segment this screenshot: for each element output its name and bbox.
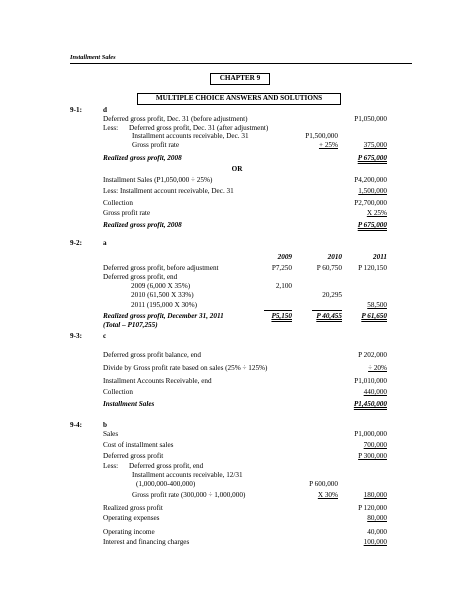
line-label: Sales bbox=[103, 430, 119, 438]
year-header: 2011 bbox=[373, 253, 387, 261]
line-label: Deferred gross profit, before adjustment bbox=[103, 264, 219, 272]
section-title: MULTIPLE CHOICE ANSWERS AND SOLUTIONS bbox=[155, 94, 323, 102]
line-value: 100,000 bbox=[363, 538, 387, 546]
line-value: 700,000 bbox=[363, 441, 387, 449]
year-header: 2009 bbox=[277, 253, 292, 261]
total-value: P 675,000 bbox=[357, 221, 387, 229]
line-label: Less: bbox=[103, 462, 119, 470]
total-label: Realized gross profit, 2008 bbox=[103, 221, 182, 229]
total-label: Installment Sales bbox=[103, 400, 155, 408]
line-label: Divide by Gross profit rate based on sales (25% ÷ 125%) bbox=[103, 364, 268, 372]
line-label: Deferred gross profit, end bbox=[103, 273, 178, 281]
total-value: P5,150 bbox=[271, 312, 292, 320]
answer-letter: b bbox=[103, 421, 107, 429]
line-label: Gross profit rate bbox=[132, 141, 180, 149]
problem-number: 9-3: bbox=[70, 332, 82, 340]
line-label: Installment accounts receivable, 12/31 bbox=[132, 471, 243, 479]
running-header: Installment Sales bbox=[70, 54, 116, 61]
line-label: Operating income bbox=[103, 528, 155, 536]
chapter-title: CHAPTER 9 bbox=[219, 74, 261, 82]
line-value: P 600,000 bbox=[309, 480, 338, 488]
total-label: Realized gross profit, December 31, 2011 bbox=[103, 312, 224, 320]
line-value: P 202,000 bbox=[358, 351, 387, 359]
line-value: 1,500,000 bbox=[358, 187, 387, 195]
line-label: Collection bbox=[103, 199, 133, 207]
line-label: Deferred gross profit, end bbox=[129, 462, 204, 470]
column-underline bbox=[312, 310, 342, 311]
line-value: ÷ 20% bbox=[368, 364, 387, 372]
problem-number: 9-2: bbox=[70, 239, 82, 247]
line-value: 180,000 bbox=[363, 491, 387, 499]
line-value: P 300,000 bbox=[358, 452, 387, 460]
line-value: 440,000 bbox=[363, 388, 387, 396]
line-value: 20,295 bbox=[322, 291, 342, 299]
total-note: (Total – P107,255) bbox=[103, 321, 158, 329]
problem-number: 9-4: bbox=[70, 421, 82, 429]
line-value: P 120,150 bbox=[358, 264, 387, 272]
line-value: 58,500 bbox=[367, 301, 387, 309]
problem-number: 9-1: bbox=[70, 106, 82, 114]
line-value: P1,050,000 bbox=[354, 115, 387, 123]
line-value: P 60,750 bbox=[316, 264, 342, 272]
line-value: P2,700,000 bbox=[354, 199, 387, 207]
total-value: P 61,650 bbox=[361, 312, 387, 320]
line-label: Cost of installment sales bbox=[103, 441, 174, 449]
line-label: Deferred gross profit, Dec. 31 (after adjustment) bbox=[129, 124, 269, 132]
line-value: X 25% bbox=[366, 209, 387, 217]
line-value: 80,000 bbox=[367, 514, 387, 522]
line-value: P1,000,000 bbox=[354, 430, 387, 438]
column-underline bbox=[264, 310, 292, 311]
total-value: P1,450,000 bbox=[353, 400, 387, 408]
or-separator: OR bbox=[231, 165, 243, 173]
line-value: P7,250 bbox=[271, 264, 292, 272]
line-label: 2009 (6,000 X 35%) bbox=[131, 282, 191, 290]
line-label: Interest and financing charges bbox=[103, 538, 190, 546]
total-label: Realized gross profit, 2008 bbox=[103, 154, 182, 162]
line-label: Less: Installment account receivable, Dec. 31 bbox=[103, 187, 234, 195]
line-value: P1,500,000 bbox=[305, 132, 338, 140]
line-value: 2,100 bbox=[275, 282, 292, 290]
line-label: Operating expenses bbox=[103, 514, 160, 522]
line-value: 375,000 bbox=[363, 141, 387, 149]
line-value: P4,200,000 bbox=[354, 176, 387, 184]
answer-letter: c bbox=[103, 332, 107, 340]
total-value: P 40,455 bbox=[316, 312, 342, 320]
line-label: Installment Sales (P1,050,000 ÷ 25%) bbox=[103, 176, 213, 184]
line-label: Installment accounts receivable, Dec. 31 bbox=[132, 132, 249, 140]
total-value: P 675,000 bbox=[357, 154, 387, 162]
line-label: Deferred gross profit, Dec. 31 (before adjustment) bbox=[103, 115, 248, 123]
line-label: Gross profit rate bbox=[103, 209, 151, 217]
line-label: Deferred gross profit balance, end bbox=[103, 351, 201, 359]
line-value: P 120,000 bbox=[358, 504, 387, 512]
line-label: 2010 (61,500 X 33%) bbox=[131, 291, 194, 299]
line-label: Installment Accounts Receivable, end bbox=[103, 377, 212, 385]
line-label: Deferred gross profit bbox=[103, 452, 164, 460]
line-label: Realized gross profit bbox=[103, 504, 163, 512]
line-label: Collection bbox=[103, 388, 133, 396]
answer-letter: d bbox=[103, 106, 107, 114]
line-value: X 30% bbox=[317, 491, 338, 499]
line-value: P1,010,000 bbox=[354, 377, 387, 385]
line-label: Less: bbox=[103, 124, 119, 132]
answer-letter: a bbox=[103, 239, 107, 247]
line-label: (1,000,000-400,000) bbox=[136, 480, 196, 488]
line-value: 40,000 bbox=[367, 528, 387, 536]
line-label: 2011 (195,000 X 30%) bbox=[131, 301, 198, 309]
header-rule bbox=[70, 63, 412, 64]
line-label: Gross profit rate (300,000 ÷ 1,000,000) bbox=[132, 491, 246, 499]
year-header: 2010 bbox=[327, 253, 342, 261]
line-value: + 25% bbox=[318, 141, 338, 149]
